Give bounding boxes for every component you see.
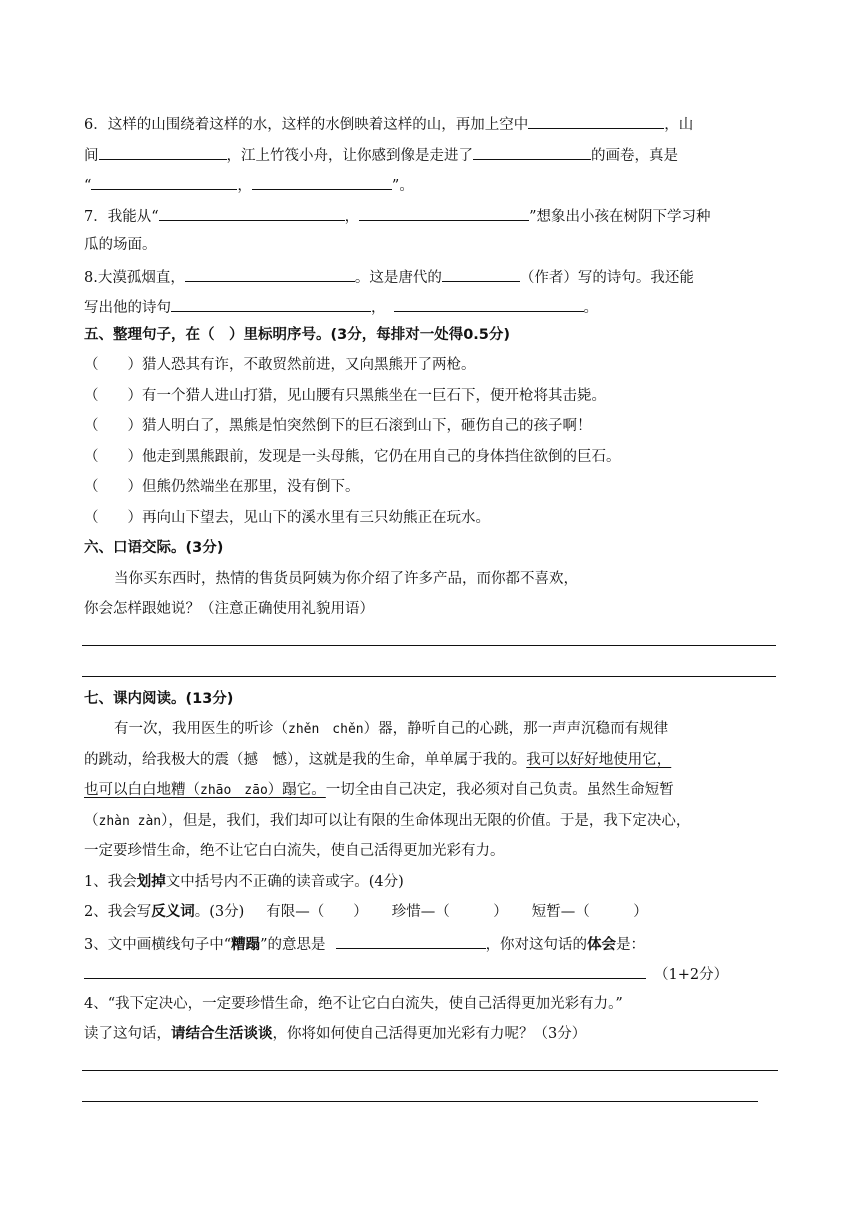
s7-question-3-answer (84, 963, 728, 985)
q8-line-1 (84, 266, 694, 288)
q8-blank-1[interactable] (185, 266, 355, 282)
sentence-text: 他走到黑熊跟前，发现是一头母熊，它仍在用自己的身体挡住欲倒的巨石。 (142, 449, 621, 465)
question-text: ，你将如何使自己活得更加光彩有力呢？（3分） (272, 1026, 587, 1042)
question-keyword: 糟蹋 (231, 937, 261, 953)
question-keyword: 反义词 (151, 904, 195, 920)
q6-blank-4[interactable] (91, 174, 237, 190)
s7-question-3 (84, 933, 645, 955)
antonym-field[interactable]: 有限—（ ） (266, 904, 368, 920)
q6-line-3 (84, 174, 414, 196)
question-text: 1、我会 (84, 874, 137, 890)
q8-text: 。这是唐代的 (354, 270, 442, 286)
passage-text: 有一次，我用医生的听诊（ (114, 721, 288, 737)
section-6-heading: 六、口语交际。(3分) (84, 540, 224, 556)
underlined-sentence: 也可以白白地糟（ (84, 782, 200, 798)
antonym-field[interactable]: 短暂—（ ） (531, 904, 648, 920)
answer-line[interactable] (82, 1101, 758, 1102)
sentence-item (84, 447, 621, 467)
sentence-text: 猎人恐其有诈，不敢贸然前进，又向黑熊开了两枪。 (142, 357, 476, 373)
question-text: 读了这句话， (84, 1026, 171, 1042)
question-keyword: 体会 (587, 937, 617, 953)
sentence-item (84, 477, 360, 497)
answer-line[interactable] (82, 645, 776, 646)
q7-line-2 (84, 235, 157, 255)
order-paren[interactable]: （ ） (84, 388, 142, 404)
question-text: 3、文中画横线句子中“ (84, 937, 232, 953)
passage-line: 一定要珍惜生命，绝不让它白白流失，使自己活得更加光彩有力。 (84, 843, 505, 859)
meaning-blank[interactable] (336, 933, 486, 949)
q6-text: ， (237, 178, 252, 194)
question-text: ”的意思是 (260, 937, 326, 953)
pinyin-choice[interactable]: zhěn chěn (288, 722, 364, 737)
answer-line[interactable] (82, 1070, 778, 1071)
order-paren[interactable]: （ ） (84, 357, 142, 373)
passage-text: 的跳动，给我极大的震（撼 憾），这就是我的生命，单单属于我的。 (84, 752, 527, 768)
s6-prompt-line-1: 当你买东西时，热情的售货员阿姨为你介绍了许多产品，而你都不喜欢， (114, 571, 578, 587)
question-text: ，你对这句话的 (485, 937, 588, 953)
passage-text: （ (84, 813, 99, 829)
s6-prompt-line-2: 你会怎样跟她说？（注意正确使用礼貌用语） (84, 601, 374, 617)
q7-line-1 (84, 205, 711, 227)
sentence-item (84, 416, 592, 436)
question-text: 2、我会写 (84, 904, 152, 920)
sentence-item (84, 386, 606, 406)
sentence-text: 再向山下望去，见山下的溪水里有三只幼熊正在玩水。 (142, 510, 490, 526)
q8-text: 写出他的诗句 (84, 300, 171, 316)
q6-blank-5[interactable] (252, 174, 392, 190)
q7-blank-2[interactable] (359, 205, 529, 221)
q8-text: 。 (583, 300, 598, 316)
q6-blank-2[interactable] (99, 144, 227, 160)
q7-blank-1[interactable] (159, 205, 345, 221)
q6-text: 6．这样的山围绕着这样的水，这样的水倒映着这样的山，再加上空中 (84, 117, 529, 133)
q8-text: ， (371, 300, 386, 316)
q7-text: 7．我能从“ (84, 209, 159, 225)
score-note: （1+2分） (654, 967, 729, 983)
order-paren[interactable]: （ ） (84, 510, 142, 526)
s7-question-2 (84, 902, 648, 922)
sentence-text: 但熊仍然端坐在那里，没有倒下。 (142, 479, 360, 495)
antonym-field[interactable]: 珍惜—（ ） (391, 904, 508, 920)
order-paren[interactable]: （ ） (84, 418, 142, 434)
sentence-item (84, 508, 490, 528)
underlined-sentence: 我可以好好地使用它， (526, 752, 672, 768)
s7-question-4-prompt (84, 1024, 586, 1044)
s7-question-1 (84, 872, 404, 892)
question-text: 是： (616, 937, 646, 953)
q6-blank-3[interactable] (473, 144, 591, 160)
pinyin-choice[interactable]: zhāo zāo (200, 783, 268, 798)
q6-text: ”。 (391, 178, 414, 194)
q7-text: 瓜的场面。 (84, 237, 157, 253)
q6-line-1 (84, 113, 693, 135)
q6-text: “ (84, 178, 92, 194)
s7-question-4: 4、“我下定决心，一定要珍惜生命，绝不让它白白流失，使自己活得更加光彩有力。” (84, 996, 623, 1012)
q7-text: ”想象出小孩在树阴下学习种 (529, 209, 711, 225)
passage-line (84, 780, 674, 801)
passage-text: ），但是，我们，我们却可以让有限的生命体现出无限的价值。于是，我下定决心， (161, 813, 691, 829)
question-keyword: 划掉 (136, 874, 166, 890)
q8-line-2 (84, 296, 598, 318)
q6-text: 间 (84, 148, 99, 164)
answer-line[interactable] (82, 676, 776, 677)
q6-text: 的画卷，真是 (591, 148, 678, 164)
underlined-sentence: ）蹋它。 (267, 782, 326, 798)
q6-text: ，江上竹筏小舟，让你感到像是走进了 (226, 148, 473, 164)
passage-text: 一切全由自己决定，我必须对自己负责。虽然生命短暂 (325, 782, 674, 798)
sentence-text: 猎人明白了，黑熊是怕突然倒下的巨石滚到山下，砸伤自己的孩子啊！ (142, 418, 592, 434)
pinyin-choice[interactable]: zhàn zàn (98, 814, 162, 829)
sentence-item (84, 355, 476, 375)
q8-blank-2[interactable] (442, 266, 520, 282)
passage-line (84, 719, 668, 740)
question-text: 文中括号内不正确的读音或字。(4分) (165, 874, 404, 890)
q7-text: ， (344, 209, 360, 225)
order-paren[interactable]: （ ） (84, 479, 142, 495)
q8-blank-3[interactable] (171, 296, 371, 312)
sentence-text: 有一个猎人进山打猎，见山腰有只黑熊坐在一巨石下，便开枪将其击毙。 (142, 388, 606, 404)
q6-line-2 (84, 144, 678, 166)
q8-text: 8.大漠孤烟直， (84, 270, 185, 286)
passage-line (84, 811, 690, 832)
section-5-heading: 五、整理句子，在（ ）里标明序号。(3分，每排对一处得0.5分) (84, 327, 511, 343)
passage-text: ）器，静听自己的心跳，那一声声沉稳而有规律 (363, 721, 669, 737)
q6-text: ，山 (664, 117, 694, 133)
q8-blank-4[interactable] (394, 296, 584, 312)
answer-line[interactable] (84, 963, 646, 979)
passage-line (84, 750, 671, 770)
q8-text: （作者）写的诗句。我还能 (519, 270, 694, 286)
section-7-heading: 七、课内阅读。(13分) (84, 691, 234, 707)
q6-blank-1[interactable] (528, 113, 664, 129)
question-keyword: 请结合生活谈谈 (171, 1026, 273, 1042)
order-paren[interactable]: （ ） (84, 449, 142, 465)
question-text: 。(3分) (194, 904, 245, 920)
